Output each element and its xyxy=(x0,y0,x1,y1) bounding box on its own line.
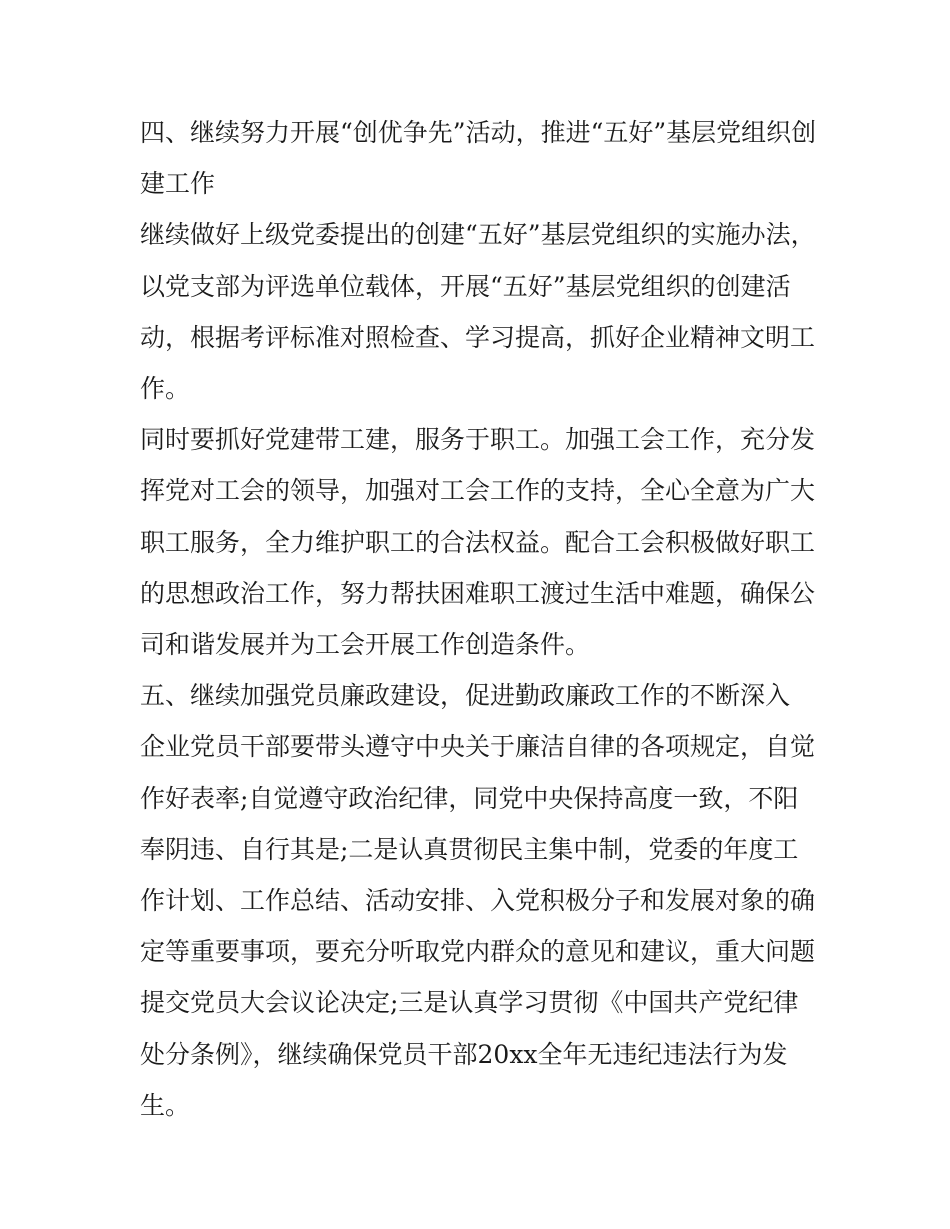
section-heading-five: 五、继续加强党员廉政建设，促进勤政廉政工作的不断深入 xyxy=(140,681,791,711)
paragraph-integrity-rules: 企业党员干部要带头遵守中央关于廉洁自律的各项规定，自觉作好表率;自觉遵守政治纪律，同党中央保持高度一致，不阳奉阴违、自行其是;二是认真贯彻民主集中制，党委的年度工作计划、工作总结、活动安排、入党积极分子和发展对象的确定等重要事项，要充分听取党内群众的意见和建议，重大问题提交党员大会议论决定;三是认真学习贯彻《中国共产党纪律处分条例》，继续确保党员干部20xx全年无违纪违法行为发生。 xyxy=(140,732,816,1120)
section-heading-four: 四、继续努力开展“创优争先”活动，推进“五好”基层党组织创建工作 xyxy=(140,118,817,199)
document-body xyxy=(140,107,820,1131)
paragraph-five-good-implementation: 继续做好上级党委提出的创建“五好”基层党组织的实施办法，以党支部为评选单位载体，开展“五好”基层党组织的创建活动，根据考评标准对照检查、学习提高，抓好企业精神文明工作。 xyxy=(140,220,816,404)
paragraph-union-work: 同时要抓好党建带工建，服务于职工。加强工会工作，充分发挥党对工会的领导，加强对工会工作的支持，全心全意为广大职工服务，全力维护职工的合法权益。配合工会积极做好职工的思想政治工作，努力帮扶困难职工渡过生活中难题，确保公司和谐发展并为工会开展工作创造条件。 xyxy=(140,425,816,660)
